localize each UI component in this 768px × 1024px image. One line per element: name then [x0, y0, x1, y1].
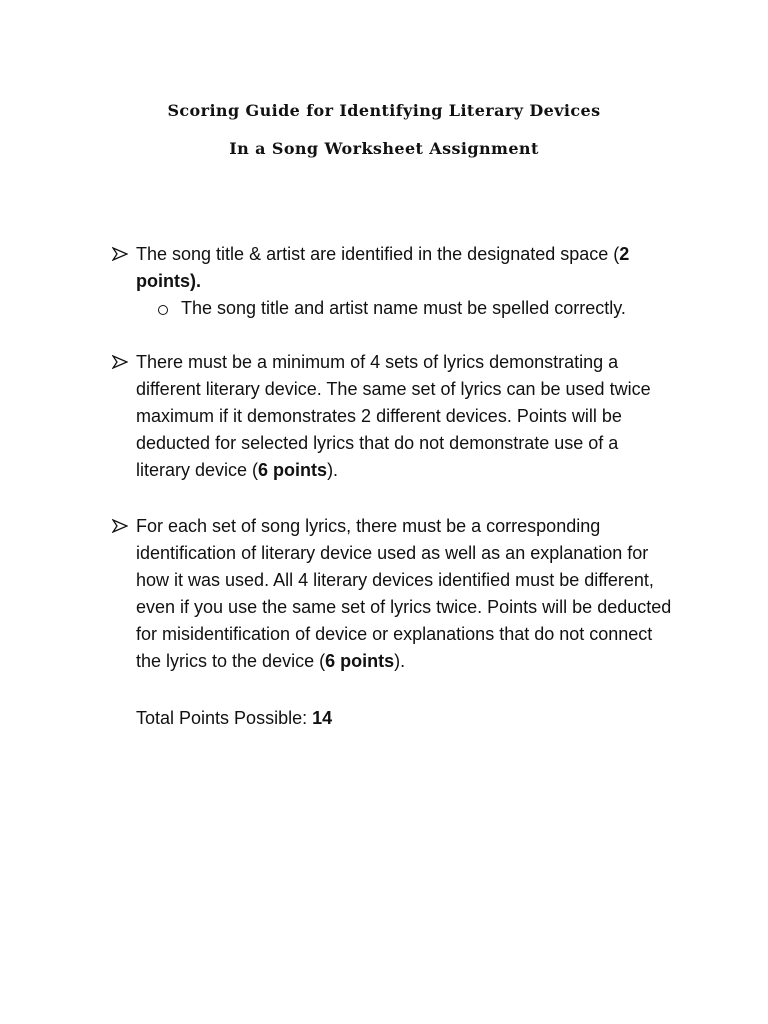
- bullet-item-lyrics: [112, 349, 672, 484]
- bullet-points: 6 points: [258, 460, 328, 480]
- bullet-item-title-artist: [112, 241, 672, 295]
- title-line-2: In a Song Worksheet Assignment: [229, 139, 539, 158]
- bullet-body: The song title & artist are identified in the designated space (: [136, 244, 620, 264]
- total-label: Total Points Possible:: [136, 708, 313, 728]
- total-points: [136, 705, 332, 732]
- sub-bullet-item: [158, 295, 678, 322]
- arrow-bullet-icon: [112, 355, 128, 369]
- circle-bullet-icon: [158, 305, 168, 315]
- bullet-text: [136, 241, 672, 295]
- bullet-end: ).: [394, 651, 406, 671]
- bullet-body: There must be a minimum of 4 sets of lyrics demonstrating a different literary device. The same set of lyrics can be used twice maximum if it demonstrates 2 different devices. Points will be deducted for selected lyrics that do not demonstrate use of a literary device (: [136, 352, 651, 480]
- bullet-points: 6 points: [325, 651, 395, 671]
- bullet-end: ).: [327, 460, 339, 480]
- bullet-text: [136, 349, 672, 484]
- arrow-bullet-icon: [112, 247, 128, 261]
- arrow-bullet-icon: [112, 519, 128, 533]
- bullet-item-explanation: [112, 513, 672, 675]
- bullet-points: 2 points).: [136, 244, 630, 291]
- title-line-1: Scoring Guide for Identifying Literary Devices: [167, 101, 601, 120]
- bullet-body: For each set of song lyrics, there must be a corresponding identification of literary device used as well as an explanation for how it was used. All 4 literary devices identified must be different, even if you use the same set of lyrics twice. Points will be deducted for misidentification of device or explanations that do not connect the lyrics to the device (: [136, 516, 672, 671]
- sub-bullet-text: The song title and artist name must be spelled correctly.: [181, 298, 626, 318]
- bullet-text: [136, 513, 672, 675]
- total-value: 14: [312, 708, 333, 728]
- document-title: [0, 92, 768, 168]
